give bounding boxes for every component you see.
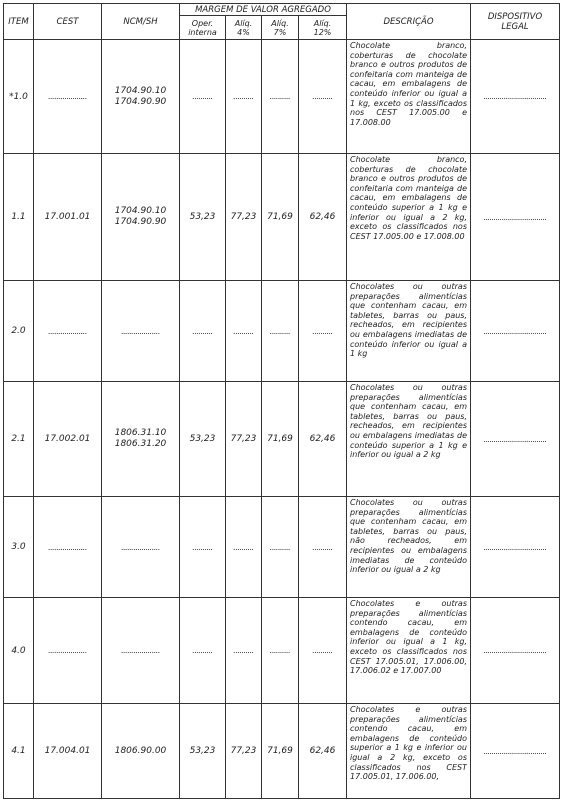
col-header-aliq-12: Alíq. 12%	[299, 16, 347, 40]
cell-aliq-12: 62,46	[299, 704, 347, 799]
cell-descricao	[347, 40, 471, 154]
cell-cest: 17.001.01	[34, 154, 102, 281]
table-row	[4, 382, 560, 497]
cell-aliq-7: ..........	[262, 598, 299, 704]
descricao-text: Chocolates e outras preparações alimentícias contendo cacau, em embalagens de conteúdo superior a 1 kg e inferior ou igual a 2 kg, exceto os classificados nos CEST 17.005.01, 17.006.00,	[350, 705, 467, 782]
cell-aliq-12: 62,46	[299, 154, 347, 281]
cell-oper-interna: ..........	[180, 40, 226, 154]
cell-aliq-4: ..........	[226, 40, 262, 154]
cell-ncm	[102, 281, 180, 382]
table-row	[4, 40, 560, 154]
cell-aliq-7: ..........	[262, 40, 299, 154]
cell-aliq-7: 71,69	[262, 154, 299, 281]
cell-item: 1.1	[4, 154, 34, 281]
cell-aliq-4: ..........	[226, 497, 262, 598]
cell-dispositivo: ...............................	[471, 704, 560, 799]
col-header-oper-interna: Oper. interna	[180, 16, 226, 40]
cell-aliq-7: 71,69	[262, 382, 299, 497]
cell-dispositivo: ...............................	[471, 382, 560, 497]
descricao-text: Chocolate branco, coberturas de chocolate branco e outros produtos de confeitaria com manteiga de cacau, em embalagens de conteúdo inferior ou igual a 1 kg, exceto os classificados nos CEST 17.005.00 e 17.008.00	[350, 41, 467, 127]
cell-oper-interna: 53,23	[180, 154, 226, 281]
cell-aliq-12: ..........	[299, 40, 347, 154]
col-header-dispositivo: DISPOSITIVO LEGAL	[471, 4, 560, 40]
cell-item: 4.1	[4, 704, 34, 799]
ncm-code: 1704.90.10	[114, 85, 167, 96]
col-header-item: ITEM	[4, 4, 34, 40]
cell-aliq-4: 77,23	[226, 704, 262, 799]
cell-oper-interna: ..........	[180, 497, 226, 598]
cell-cest: ...................	[34, 497, 102, 598]
cell-ncm	[102, 154, 180, 281]
tax-table-page	[3, 3, 559, 799]
ncm-code: 1806.90.00	[114, 745, 167, 756]
cell-descricao	[347, 598, 471, 704]
col-header-aliq-7: Alíq. 7%	[262, 16, 299, 40]
cell-aliq-4: 77,23	[226, 382, 262, 497]
cell-aliq-7: ..........	[262, 281, 299, 382]
ncm-code: 1806.31.10	[114, 428, 167, 438]
table-row	[4, 598, 560, 704]
cell-oper-interna: 53,23	[180, 382, 226, 497]
cell-item: 4.0	[4, 598, 34, 704]
mva-table	[3, 3, 560, 799]
cell-item: *1.0	[4, 40, 34, 154]
cell-aliq-12: ..........	[299, 497, 347, 598]
cell-dispositivo: ...............................	[471, 281, 560, 382]
table-row	[4, 154, 560, 281]
cell-aliq-12: 62,46	[299, 382, 347, 497]
table-row	[4, 704, 560, 799]
cell-ncm	[102, 382, 180, 497]
cell-descricao	[347, 497, 471, 598]
cell-descricao	[347, 281, 471, 382]
descricao-text: Chocolates ou outras preparações alimentícias que contenham cacau, em tabletes, barras ou paus, recheados, em recipientes ou embalagens imediatas de conteúdo inferior ou igual a 1 kg	[350, 282, 467, 359]
cell-aliq-4: ..........	[226, 281, 262, 382]
descricao-text: Chocolate branco, coberturas de chocolate branco e outros produtos de confeitaria com manteiga de cacau, em embalagens de conteúdo superior a 1 kg e inferior ou igual a 2 kg, exceto os classificados nos CEST 17.005.00 e 17.008.00	[350, 155, 467, 241]
cell-aliq-4: ..........	[226, 598, 262, 704]
cell-dispositivo: ...............................	[471, 154, 560, 281]
cell-aliq-12: ..........	[299, 598, 347, 704]
cell-aliq-4: 77,23	[226, 154, 262, 281]
col-header-cest: CEST	[34, 4, 102, 40]
cell-ncm	[102, 40, 180, 154]
col-header-ncm: NCM/SH	[102, 4, 180, 40]
cell-cest: ...................	[34, 281, 102, 382]
col-header-mva-group: MARGEM DE VALOR AGREGADO	[180, 4, 347, 16]
cell-oper-interna: ..........	[180, 281, 226, 382]
cell-oper-interna: ..........	[180, 598, 226, 704]
ncm-code: 1704.90.10	[114, 206, 167, 216]
cell-oper-interna: 53,23	[180, 704, 226, 799]
cell-item: 2.0	[4, 281, 34, 382]
cell-cest: 17.004.01	[34, 704, 102, 799]
col-header-aliq-4: Alíq. 4%	[226, 16, 262, 40]
ncm-code: ...................	[121, 326, 160, 336]
cell-cest: 17.002.01	[34, 382, 102, 497]
cell-aliq-12: ..........	[299, 281, 347, 382]
header-row-top	[4, 4, 560, 16]
ncm-code: 1704.90.90	[114, 96, 167, 107]
cell-ncm	[102, 497, 180, 598]
ncm-code: 1806.31.20	[114, 439, 167, 449]
descricao-text: Chocolates e outras preparações alimentícias contendo cacau, em embalagens de conteúdo inferior ou igual a 1 kg, exceto os classificados nos CEST 17.005.01, 17.006.00, 17.006.02 e 17.007.00	[350, 599, 467, 676]
table-body	[4, 40, 560, 799]
cell-dispositivo: ...............................	[471, 497, 560, 598]
cell-dispositivo: ...............................	[471, 40, 560, 154]
cell-ncm	[102, 598, 180, 704]
cell-descricao	[347, 154, 471, 281]
col-header-descricao: DESCRIÇÃO	[347, 4, 471, 40]
table-row	[4, 497, 560, 598]
cell-aliq-7: ..........	[262, 497, 299, 598]
cell-descricao	[347, 382, 471, 497]
table-row	[4, 281, 560, 382]
cell-dispositivo: ...............................	[471, 598, 560, 704]
descricao-text: Chocolates ou outras preparações alimentícias que contenham cacau, em tabletes, barras ou paus, recheados, em recipientes ou embalagens imediatas de conteúdo superior a 1 kg e inferior ou igual a 2 kg	[350, 383, 467, 460]
descricao-text: Chocolates ou outras preparações alimentícias que contenham cacau, em tabletes, barras ou paus, não recheados, em recipientes ou embalagens imediatas de conteúdo inferior ou igual a 2 kg	[350, 498, 467, 575]
cell-descricao	[347, 704, 471, 799]
cell-item: 2.1	[4, 382, 34, 497]
ncm-code: 1704.90.90	[114, 217, 167, 227]
cell-aliq-7: 71,69	[262, 704, 299, 799]
ncm-code: ...................	[121, 646, 160, 655]
cell-ncm	[102, 704, 180, 799]
cell-cest: ...................	[34, 40, 102, 154]
cell-item: 3.0	[4, 497, 34, 598]
ncm-code: ...................	[121, 542, 160, 552]
cell-cest: ...................	[34, 598, 102, 704]
